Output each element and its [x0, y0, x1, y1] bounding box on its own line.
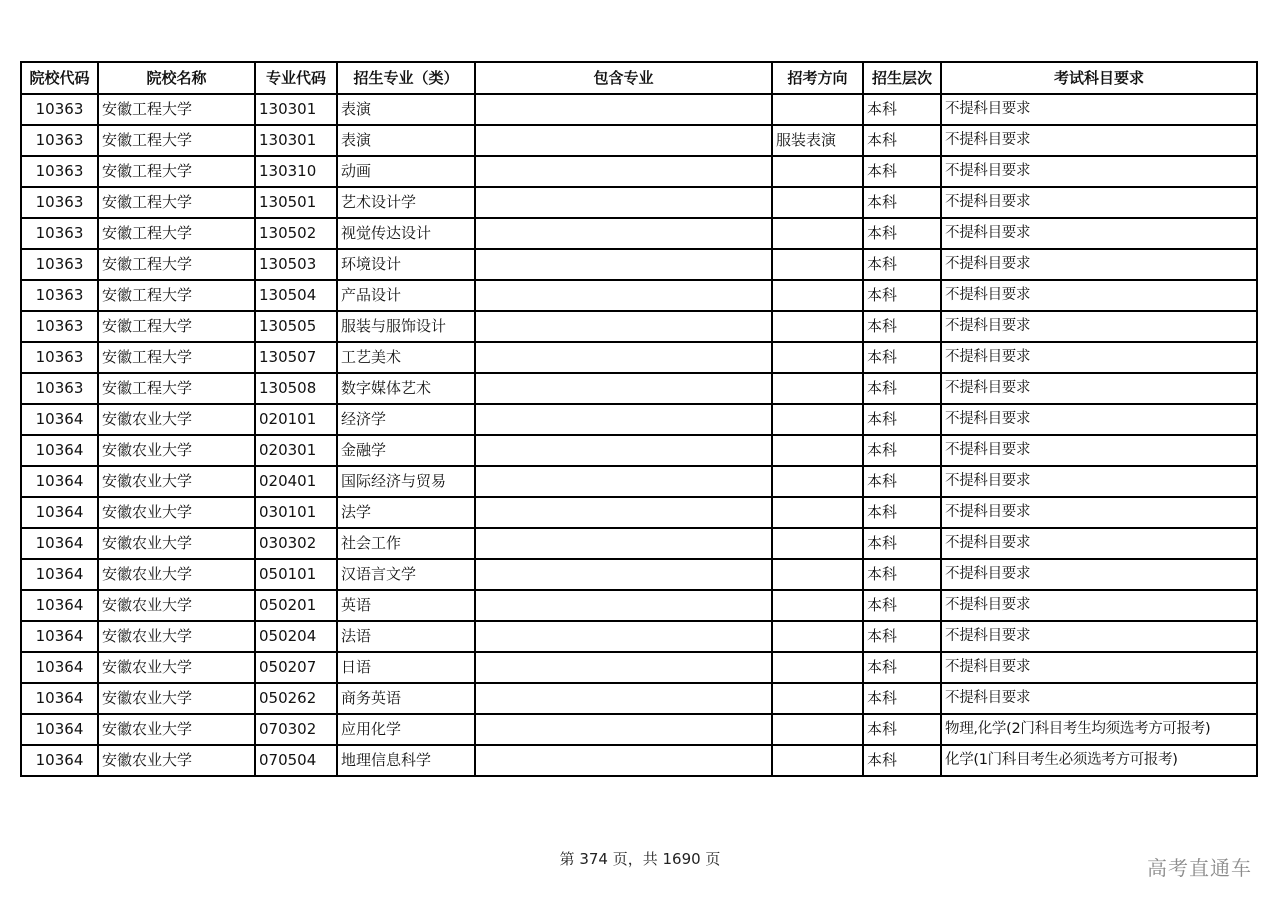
- major-name-cell: 服装与服饰设计: [337, 311, 475, 342]
- direction-cell: [772, 342, 863, 373]
- major-code-cell: 020301: [255, 435, 337, 466]
- level-cell: 本科: [863, 280, 941, 311]
- school-code-cell: 10363: [21, 311, 98, 342]
- school-name-cell: 安徽工程大学: [98, 218, 255, 249]
- table-row: [21, 218, 1257, 249]
- school-code-cell: 10364: [21, 714, 98, 745]
- subject-requirement-cell: 不提科目要求: [941, 94, 1257, 125]
- school-name-cell: 安徽农业大学: [98, 590, 255, 621]
- school-code-cell: 10363: [21, 342, 98, 373]
- level-cell: 本科: [863, 497, 941, 528]
- major-name-cell: 日语: [337, 652, 475, 683]
- header-major-code: 专业代码: [255, 62, 337, 94]
- school-code-cell: 10364: [21, 528, 98, 559]
- direction-cell: [772, 156, 863, 187]
- level-cell: 本科: [863, 311, 941, 342]
- header-school-name: 院校名称: [98, 62, 255, 94]
- included-majors-cell: [475, 714, 772, 745]
- major-code-cell: 050262: [255, 683, 337, 714]
- major-name-cell: 动画: [337, 156, 475, 187]
- direction-cell: [772, 218, 863, 249]
- school-name-cell: 安徽工程大学: [98, 249, 255, 280]
- school-code-cell: 10364: [21, 652, 98, 683]
- major-code-cell: 050207: [255, 652, 337, 683]
- included-majors-cell: [475, 652, 772, 683]
- major-name-cell: 社会工作: [337, 528, 475, 559]
- direction-cell: [772, 94, 863, 125]
- school-name-cell: 安徽工程大学: [98, 125, 255, 156]
- included-majors-cell: [475, 280, 772, 311]
- table-row: [21, 125, 1257, 156]
- header-row: [21, 62, 1257, 94]
- direction-cell: [772, 435, 863, 466]
- major-code-cell: 130310: [255, 156, 337, 187]
- major-name-cell: 产品设计: [337, 280, 475, 311]
- table-header: [21, 62, 1257, 94]
- school-name-cell: 安徽农业大学: [98, 683, 255, 714]
- subject-requirement-cell: 不提科目要求: [941, 187, 1257, 218]
- table-row: [21, 249, 1257, 280]
- major-code-cell: 130301: [255, 94, 337, 125]
- subject-requirement-cell: 不提科目要求: [941, 621, 1257, 652]
- included-majors-cell: [475, 249, 772, 280]
- subject-requirement-cell: 不提科目要求: [941, 559, 1257, 590]
- level-cell: 本科: [863, 559, 941, 590]
- subject-requirement-cell: 不提科目要求: [941, 652, 1257, 683]
- major-code-cell: 050101: [255, 559, 337, 590]
- header-direction: 招考方向: [772, 62, 863, 94]
- school-name-cell: 安徽农业大学: [98, 714, 255, 745]
- direction-cell: 服装表演: [772, 125, 863, 156]
- watermark-text: 高考直通车: [1147, 856, 1252, 880]
- major-name-cell: 法学: [337, 497, 475, 528]
- school-name-cell: 安徽农业大学: [98, 466, 255, 497]
- subject-requirement-cell: 不提科目要求: [941, 528, 1257, 559]
- major-code-cell: 130301: [255, 125, 337, 156]
- school-name-cell: 安徽工程大学: [98, 187, 255, 218]
- included-majors-cell: [475, 187, 772, 218]
- major-name-cell: 经济学: [337, 404, 475, 435]
- level-cell: 本科: [863, 435, 941, 466]
- direction-cell: [772, 311, 863, 342]
- level-cell: 本科: [863, 156, 941, 187]
- major-name-cell: 艺术设计学: [337, 187, 475, 218]
- subject-requirement-cell: 不提科目要求: [941, 125, 1257, 156]
- subject-requirement-cell: 不提科目要求: [941, 590, 1257, 621]
- header-major-category: 招生专业（类）: [337, 62, 475, 94]
- school-code-cell: 10364: [21, 621, 98, 652]
- included-majors-cell: [475, 311, 772, 342]
- table-row: [21, 373, 1257, 404]
- level-cell: 本科: [863, 745, 941, 776]
- included-majors-cell: [475, 342, 772, 373]
- table-row: [21, 559, 1257, 590]
- subject-requirement-cell: 不提科目要求: [941, 466, 1257, 497]
- direction-cell: [772, 497, 863, 528]
- major-code-cell: 130502: [255, 218, 337, 249]
- major-name-cell: 环境设计: [337, 249, 475, 280]
- table-row: [21, 683, 1257, 714]
- school-code-cell: 10364: [21, 559, 98, 590]
- level-cell: 本科: [863, 342, 941, 373]
- included-majors-cell: [475, 125, 772, 156]
- school-name-cell: 安徽农业大学: [98, 528, 255, 559]
- included-majors-cell: [475, 559, 772, 590]
- header-subject-requirement: 考试科目要求: [941, 62, 1257, 94]
- school-code-cell: 10363: [21, 249, 98, 280]
- school-code-cell: 10363: [21, 125, 98, 156]
- table-row: [21, 745, 1257, 776]
- header-level: 招生层次: [863, 62, 941, 94]
- direction-cell: [772, 559, 863, 590]
- major-code-cell: 130508: [255, 373, 337, 404]
- included-majors-cell: [475, 373, 772, 404]
- table-row: [21, 404, 1257, 435]
- school-code-cell: 10364: [21, 745, 98, 776]
- subject-requirement-cell: 不提科目要求: [941, 280, 1257, 311]
- subject-requirement-cell: 物理,化学(2门科目考生均须选考方可报考): [941, 714, 1257, 745]
- major-name-cell: 金融学: [337, 435, 475, 466]
- table-row: [21, 311, 1257, 342]
- school-name-cell: 安徽农业大学: [98, 559, 255, 590]
- level-cell: 本科: [863, 714, 941, 745]
- level-cell: 本科: [863, 404, 941, 435]
- subject-requirement-cell: 不提科目要求: [941, 683, 1257, 714]
- included-majors-cell: [475, 404, 772, 435]
- subject-requirement-cell: 不提科目要求: [941, 342, 1257, 373]
- included-majors-cell: [475, 466, 772, 497]
- direction-cell: [772, 249, 863, 280]
- school-code-cell: 10363: [21, 156, 98, 187]
- major-name-cell: 国际经济与贸易: [337, 466, 475, 497]
- direction-cell: [772, 652, 863, 683]
- level-cell: 本科: [863, 373, 941, 404]
- major-name-cell: 地理信息科学: [337, 745, 475, 776]
- school-name-cell: 安徽工程大学: [98, 311, 255, 342]
- included-majors-cell: [475, 621, 772, 652]
- school-name-cell: 安徽工程大学: [98, 94, 255, 125]
- level-cell: 本科: [863, 683, 941, 714]
- major-name-cell: 英语: [337, 590, 475, 621]
- direction-cell: [772, 404, 863, 435]
- major-code-cell: 130503: [255, 249, 337, 280]
- included-majors-cell: [475, 590, 772, 621]
- table-row: [21, 528, 1257, 559]
- subject-requirement-cell: 不提科目要求: [941, 435, 1257, 466]
- major-code-cell: 130504: [255, 280, 337, 311]
- included-majors-cell: [475, 745, 772, 776]
- table-row: [21, 435, 1257, 466]
- school-name-cell: 安徽农业大学: [98, 621, 255, 652]
- included-majors-cell: [475, 435, 772, 466]
- direction-cell: [772, 714, 863, 745]
- subject-requirement-cell: 不提科目要求: [941, 156, 1257, 187]
- school-name-cell: 安徽工程大学: [98, 373, 255, 404]
- direction-cell: [772, 621, 863, 652]
- subject-requirement-cell: 不提科目要求: [941, 497, 1257, 528]
- level-cell: 本科: [863, 621, 941, 652]
- table-row: [21, 187, 1257, 218]
- major-code-cell: 050201: [255, 590, 337, 621]
- major-code-cell: 130505: [255, 311, 337, 342]
- school-name-cell: 安徽农业大学: [98, 497, 255, 528]
- table-row: [21, 94, 1257, 125]
- level-cell: 本科: [863, 125, 941, 156]
- school-name-cell: 安徽农业大学: [98, 652, 255, 683]
- direction-cell: [772, 187, 863, 218]
- header-school-code: 院校代码: [21, 62, 98, 94]
- level-cell: 本科: [863, 528, 941, 559]
- admissions-table: [20, 61, 1258, 777]
- table-row: [21, 714, 1257, 745]
- school-name-cell: 安徽工程大学: [98, 156, 255, 187]
- school-code-cell: 10363: [21, 280, 98, 311]
- direction-cell: [772, 280, 863, 311]
- level-cell: 本科: [863, 466, 941, 497]
- major-code-cell: 070302: [255, 714, 337, 745]
- table-row: [21, 280, 1257, 311]
- header-included-majors: 包含专业: [475, 62, 772, 94]
- subject-requirement-cell: 不提科目要求: [941, 311, 1257, 342]
- school-code-cell: 10364: [21, 404, 98, 435]
- school-name-cell: 安徽工程大学: [98, 342, 255, 373]
- level-cell: 本科: [863, 94, 941, 125]
- direction-cell: [772, 373, 863, 404]
- subject-requirement-cell: 不提科目要求: [941, 218, 1257, 249]
- table-row: [21, 497, 1257, 528]
- table-row: [21, 342, 1257, 373]
- subject-requirement-cell: 化学(1门科目考生必须选考方可报考): [941, 745, 1257, 776]
- school-name-cell: 安徽工程大学: [98, 280, 255, 311]
- major-name-cell: 法语: [337, 621, 475, 652]
- level-cell: 本科: [863, 590, 941, 621]
- included-majors-cell: [475, 156, 772, 187]
- table-row: [21, 466, 1257, 497]
- major-name-cell: 视觉传达设计: [337, 218, 475, 249]
- school-code-cell: 10364: [21, 590, 98, 621]
- table-row: [21, 590, 1257, 621]
- school-code-cell: 10363: [21, 373, 98, 404]
- major-name-cell: 表演: [337, 125, 475, 156]
- subject-requirement-cell: 不提科目要求: [941, 404, 1257, 435]
- table-row: [21, 621, 1257, 652]
- level-cell: 本科: [863, 249, 941, 280]
- page-number: 第 374 页，共 1690 页: [559, 850, 721, 868]
- school-code-cell: 10364: [21, 466, 98, 497]
- direction-cell: [772, 683, 863, 714]
- included-majors-cell: [475, 683, 772, 714]
- school-name-cell: 安徽农业大学: [98, 745, 255, 776]
- major-name-cell: 应用化学: [337, 714, 475, 745]
- direction-cell: [772, 745, 863, 776]
- included-majors-cell: [475, 528, 772, 559]
- major-name-cell: 表演: [337, 94, 475, 125]
- major-code-cell: 050204: [255, 621, 337, 652]
- included-majors-cell: [475, 497, 772, 528]
- major-code-cell: 070504: [255, 745, 337, 776]
- included-majors-cell: [475, 94, 772, 125]
- major-name-cell: 商务英语: [337, 683, 475, 714]
- school-name-cell: 安徽农业大学: [98, 435, 255, 466]
- direction-cell: [772, 590, 863, 621]
- table-row: [21, 652, 1257, 683]
- included-majors-cell: [475, 218, 772, 249]
- school-code-cell: 10363: [21, 187, 98, 218]
- school-code-cell: 10363: [21, 94, 98, 125]
- school-name-cell: 安徽农业大学: [98, 404, 255, 435]
- direction-cell: [772, 528, 863, 559]
- school-code-cell: 10364: [21, 497, 98, 528]
- table-body: [21, 94, 1257, 776]
- school-code-cell: 10363: [21, 218, 98, 249]
- major-code-cell: 020401: [255, 466, 337, 497]
- school-code-cell: 10364: [21, 435, 98, 466]
- major-name-cell: 汉语言文学: [337, 559, 475, 590]
- major-code-cell: 130501: [255, 187, 337, 218]
- direction-cell: [772, 466, 863, 497]
- major-code-cell: 020101: [255, 404, 337, 435]
- level-cell: 本科: [863, 652, 941, 683]
- major-name-cell: 工艺美术: [337, 342, 475, 373]
- major-code-cell: 130507: [255, 342, 337, 373]
- level-cell: 本科: [863, 187, 941, 218]
- school-code-cell: 10364: [21, 683, 98, 714]
- subject-requirement-cell: 不提科目要求: [941, 373, 1257, 404]
- level-cell: 本科: [863, 218, 941, 249]
- major-code-cell: 030101: [255, 497, 337, 528]
- major-code-cell: 030302: [255, 528, 337, 559]
- table-row: [21, 156, 1257, 187]
- subject-requirement-cell: 不提科目要求: [941, 249, 1257, 280]
- major-name-cell: 数字媒体艺术: [337, 373, 475, 404]
